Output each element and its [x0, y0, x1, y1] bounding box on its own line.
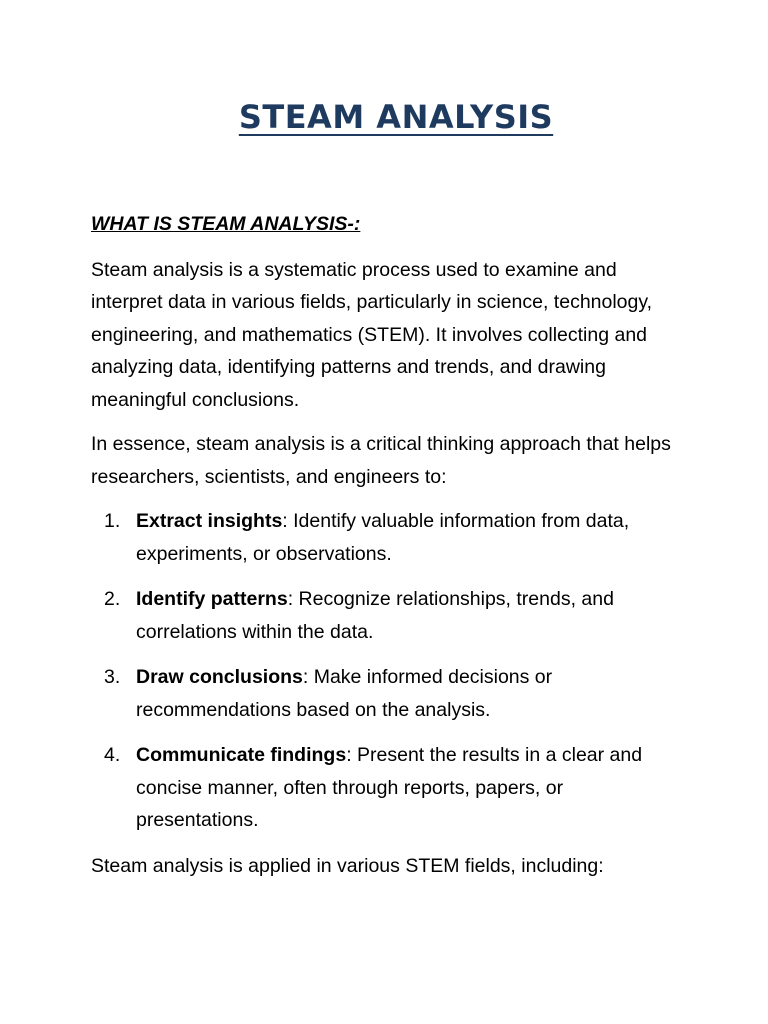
list-item-number: 4.	[104, 744, 121, 766]
list-item-text: : Make informed decisions or recommendations based on the analysis.	[136, 666, 553, 721]
title-text: STEAM ANALYSIS	[238, 98, 554, 136]
list-item-term: Draw conclusions	[136, 666, 303, 688]
list-item	[91, 505, 681, 570]
list-item-number: 2.	[104, 588, 121, 610]
numbered-list	[91, 505, 681, 837]
intro-paragraph: Steam analysis is a systematic process used to examine and interpret data in various fields, particularly in science, technology, engineering, and mathematics (STEM). It involves collecting and analyzing data, identifying patterns and trends, and drawing meaningful conclusions.	[91, 258, 653, 411]
list-item-number: 3.	[104, 666, 121, 688]
list-item-term: Extract insights	[136, 510, 283, 532]
list-item	[91, 739, 681, 837]
list-item-text: : Present the results in a clear and concise manner, often through reports, papers, or presentations.	[136, 744, 643, 831]
list-item-number: 1.	[104, 510, 121, 532]
list-item-text: : Identify valuable information from data, experiments, or observations.	[136, 510, 630, 565]
document-body	[91, 208, 681, 894]
list-item-term: Identify patterns	[136, 588, 288, 610]
section-heading: WHAT IS STEAM ANALYSIS-:	[91, 213, 361, 235]
fields-paragraph: Steam analysis is applied in various STEM fields, including:	[91, 854, 604, 877]
list-item-text: : Recognize relationships, trends, and correlations within the data.	[136, 588, 614, 643]
list-item-term: Communicate findings	[136, 744, 347, 766]
list-item	[91, 583, 681, 648]
essence-paragraph: In essence, steam analysis is a critical thinking approach that helps researchers, scientists, and engineers to:	[91, 433, 671, 488]
document-title	[0, 98, 768, 136]
list-item	[91, 661, 681, 726]
